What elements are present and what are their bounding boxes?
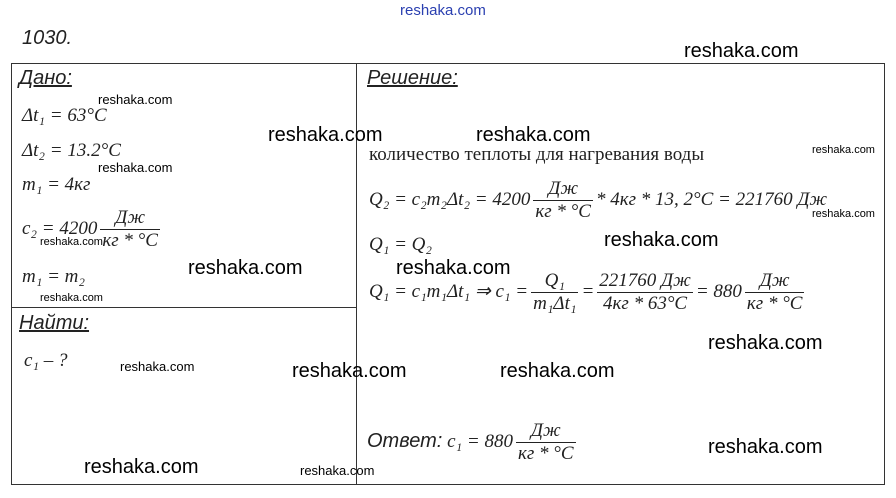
watermark: reshaka.com bbox=[396, 257, 511, 279]
given-c2-fraction bbox=[100, 207, 160, 252]
watermark: reshaka.com bbox=[98, 160, 173, 175]
solution-text-line: количество теплоты для нагревания воды bbox=[369, 144, 705, 165]
given-dt2: Δt₂ = 13.2°C bbox=[22, 140, 121, 161]
given-c2-left: c₂ = 4200 bbox=[22, 217, 98, 239]
given-heading: Дано: bbox=[19, 67, 72, 89]
top-site-link[interactable]: reshaka.com bbox=[400, 2, 486, 19]
q2-fraction-numerator: Дж bbox=[533, 178, 593, 201]
watermark: reshaka.com bbox=[812, 144, 875, 156]
watermark: reshaka.com bbox=[708, 332, 823, 354]
c1-fraction-2 bbox=[597, 270, 693, 315]
watermark: reshaka.com bbox=[40, 292, 103, 304]
problem-number: 1030. bbox=[22, 27, 73, 49]
watermark: reshaka.com bbox=[684, 40, 799, 62]
solution-heading: Решение: bbox=[367, 67, 458, 89]
watermark: reshaka.com bbox=[268, 124, 383, 146]
c1-fraction-1-numerator: Q₁ bbox=[531, 270, 578, 293]
given-c2-numerator: Дж bbox=[100, 207, 160, 230]
table-divider-horizontal bbox=[11, 307, 356, 308]
watermark: reshaka.com bbox=[300, 463, 375, 478]
given-dt1: Δt₁ = 63°C bbox=[22, 105, 107, 126]
watermark: reshaka.com bbox=[708, 436, 823, 458]
c1-fraction-3 bbox=[745, 270, 805, 315]
given-c2-denominator: кг * °C bbox=[102, 230, 158, 251]
c1-left: Q₁ = c₁m₁Δt₁ ⇒ c₁ = bbox=[369, 280, 529, 302]
answer-value: c₁ = 880 bbox=[447, 430, 513, 452]
c1-fraction-1-denominator: m₁Δt₁ bbox=[533, 293, 577, 314]
watermark: reshaka.com bbox=[604, 229, 719, 251]
watermark: reshaka.com bbox=[476, 124, 591, 146]
watermark: reshaka.com bbox=[500, 360, 615, 382]
given-m-equal: m₁ = m₂ bbox=[22, 266, 85, 287]
c1-fraction-3-denominator: кг * °C bbox=[746, 293, 803, 314]
answer-fraction bbox=[516, 420, 576, 465]
q2-left: Q₂ = c₂m₂Δt₂ = 4200 bbox=[369, 188, 531, 210]
c1-fraction-3-numerator: Дж bbox=[745, 270, 805, 293]
q2-fraction bbox=[533, 178, 593, 223]
c1-equals-1: = bbox=[581, 280, 595, 302]
find-unknown: c₁ – ? bbox=[24, 350, 68, 371]
c1-fraction-1 bbox=[531, 270, 578, 315]
answer-line bbox=[367, 420, 579, 465]
watermark: reshaka.com bbox=[812, 208, 875, 220]
answer-denominator: кг * °C bbox=[517, 443, 574, 464]
watermark: reshaka.com bbox=[98, 92, 173, 107]
answer-numerator: Дж bbox=[516, 420, 576, 443]
solution-q2-line bbox=[369, 178, 827, 223]
watermark: reshaka.com bbox=[120, 359, 195, 374]
watermark: reshaka.com bbox=[40, 236, 103, 248]
find-heading: Найти: bbox=[19, 312, 90, 334]
c1-fraction-2-denominator: 4кг * 63°C bbox=[603, 293, 688, 314]
q2-tail: * 4кг * 13, 2°C = 221760 Дж bbox=[595, 188, 828, 210]
watermark: reshaka.com bbox=[292, 360, 407, 382]
q2-fraction-denominator: кг * °C bbox=[535, 201, 591, 222]
solution-q-equal: Q₁ = Q₂ bbox=[369, 234, 432, 255]
answer-label: Ответ: bbox=[367, 429, 443, 452]
watermark: reshaka.com bbox=[84, 456, 199, 478]
c1-fraction-2-numerator: 221760 Дж bbox=[599, 270, 691, 291]
given-m1: m₁ = 4кг bbox=[22, 174, 91, 195]
watermark: reshaka.com bbox=[188, 257, 303, 279]
c1-equals-2: = 880 bbox=[695, 280, 742, 302]
